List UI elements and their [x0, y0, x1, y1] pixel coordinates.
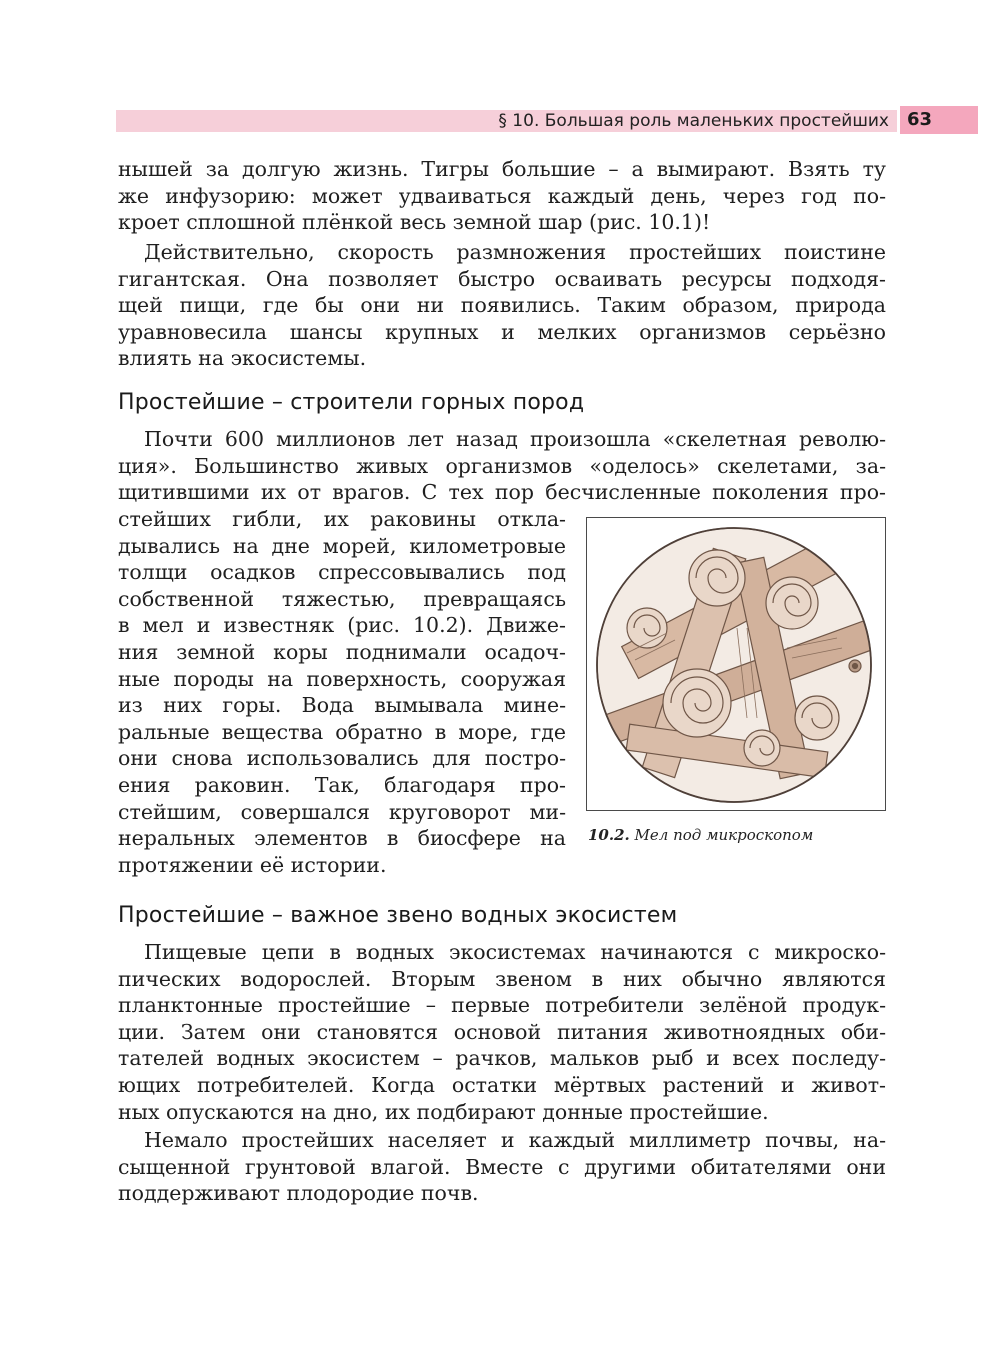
section-heading: Простейшие – важное звено водных экосистем	[118, 903, 678, 928]
text-line: они снова использовались для постро-	[118, 746, 566, 771]
running-header	[116, 110, 897, 132]
text-line: нышей за долгую жизнь. Тигры большие – а вымирают. Взять ту	[118, 157, 886, 181]
text-line: ные породы на поверхность, сооружая	[118, 666, 566, 691]
figure-caption-text: Мел под микроскопом	[634, 826, 814, 844]
text-line: же инфузорию: может удваиваться каждый день, через год по-	[118, 183, 886, 208]
page-number: 63	[907, 109, 933, 130]
figure-number: 10.2.	[588, 826, 630, 844]
text-line: щей пищи, где бы они ни появились. Таким образом, природа	[118, 293, 886, 318]
text-line: собственной тяжестью, превращаясь	[118, 586, 566, 611]
text-line: стейших гибли, их раковины откла-	[118, 507, 566, 531]
text-line: поддерживают плодородие почв.	[118, 1181, 479, 1206]
text-line: толщи осадков спрессовывались под	[118, 560, 566, 585]
text-line: ральные вещества обратно в море, где	[118, 719, 566, 744]
text-line: Пищевые цепи в водных экосистемах начинаются с микроско-	[144, 940, 886, 964]
text-line: неральных элементов в биосфере на	[118, 826, 566, 851]
text-line: протяжении её истории.	[118, 852, 387, 877]
text-line: в мел и известняк (рис. 10.2). Движе-	[118, 613, 566, 638]
text-line: пических водорослей. Вторым звеном в них обычно являются	[118, 966, 886, 991]
text-line: ных опускаются на дно, их подбирают донные простейшие.	[118, 1099, 769, 1124]
figure-caption	[588, 826, 813, 844]
text-line: тателей водных экосистем – рачков, мальков рыб и всех последу-	[118, 1046, 886, 1071]
text-line: гигантская. Она позволяет быстро осваивать ресурсы подходя-	[118, 266, 886, 291]
text-line: планктонные простейшие – первые потребители зелёной продук-	[118, 993, 886, 1018]
text-line: ции. Затем они становятся основой питания животноядных оби-	[118, 1019, 886, 1044]
text-line: ющих потребителей. Когда остатки мёртвых растений и живот-	[118, 1072, 886, 1097]
paragraph-column	[118, 506, 566, 878]
text-line: из них горы. Вода вымывала мине-	[118, 693, 566, 718]
text-line: влиять на экосистемы.	[118, 346, 367, 371]
section-heading: Простейшие – строители горных пород	[118, 390, 585, 415]
text-line: Немало простейших населяет и каждый миллиметр почвы, на-	[144, 1128, 886, 1152]
text-line: ения раковин. Так, благодаря про-	[118, 772, 566, 797]
paragraph	[118, 239, 886, 372]
text-line: сыщенной грунтовой влагой. Вместе с другими обитателями они	[118, 1154, 886, 1179]
chalk-microscope-illustration	[587, 518, 884, 809]
text-line: дывались на дне морей, километровые	[118, 533, 566, 558]
paragraph	[118, 939, 886, 1125]
text-line: кроет сплошной плёнкой весь земной шар (рис. 10.1)!	[118, 210, 711, 235]
chapter-title: § 10. Большая роль маленьких простейших	[498, 111, 889, 131]
text-line: ция». Большинство живых организмов «оделось» скелетами, за-	[118, 453, 886, 478]
paragraph	[118, 426, 886, 506]
text-line: стейшим, совершался круговорот ми-	[118, 799, 566, 824]
text-line: уравновесила шансы крупных и мелких организмов серьёзно	[118, 319, 886, 344]
text-line: Действительно, скорость размножения простейших поистине	[144, 240, 886, 264]
text-line: Почти 600 миллионов лет назад произошла «скелетная револю-	[144, 427, 886, 451]
text-line: щитившими их от врагов. С тех пор бесчисленные поколения про-	[118, 480, 886, 505]
paragraph	[118, 1127, 886, 1207]
text-line: ния земной коры поднимали осадоч-	[118, 639, 566, 664]
figure-chalk-microscope	[586, 517, 886, 811]
paragraph-continuation	[118, 156, 886, 236]
page-number-band	[900, 106, 978, 134]
